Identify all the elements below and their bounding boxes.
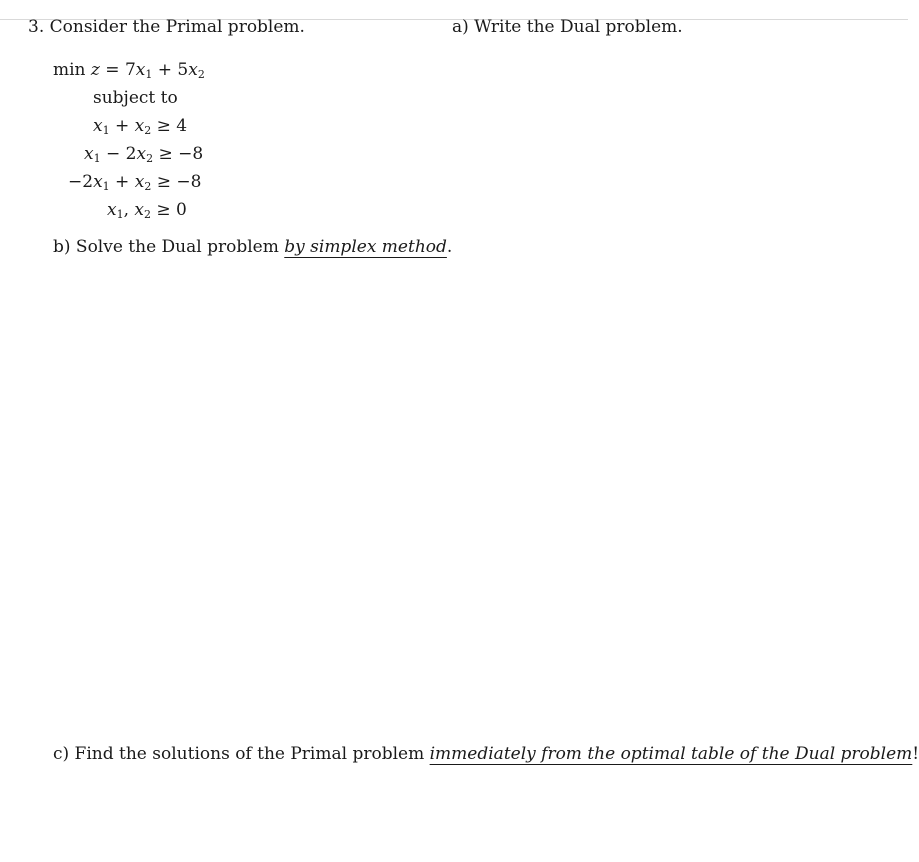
objective-function: $\min z = 7x_1 + 5x_2$ [53,60,205,81]
question-header [28,17,305,37]
constraint-3: $-2x_1 + x_2 \ge -8$ [68,172,202,193]
part-b-emphasis: by simplex method [284,237,447,257]
part-b-suffix: . [446,237,453,257]
part-c-emphasis: immediately from the optimal table of the Dual problem [429,744,913,764]
part-a-text: a) Write the Dual problem. [452,17,683,37]
part-c-prefix: c) Find the solutions of the Primal problem [53,744,430,764]
part-c-text [53,744,919,764]
question-number: 3. [28,17,45,37]
constraint-1: $x_1 + x_2 \ge 4$ [93,116,188,137]
constraint-2: $x_1 - 2x_2 \ge -8$ [84,144,204,165]
part-b-text [53,237,452,257]
question-intro: Consider the Primal problem. [49,17,305,37]
nonnegativity-constraint: $x_1$, $x_2 \ge 0$ [107,200,187,221]
part-c-suffix: ! [912,744,919,764]
subject-to-label: subject to [93,88,178,108]
part-b-prefix: b) Solve the Dual problem [53,237,285,257]
